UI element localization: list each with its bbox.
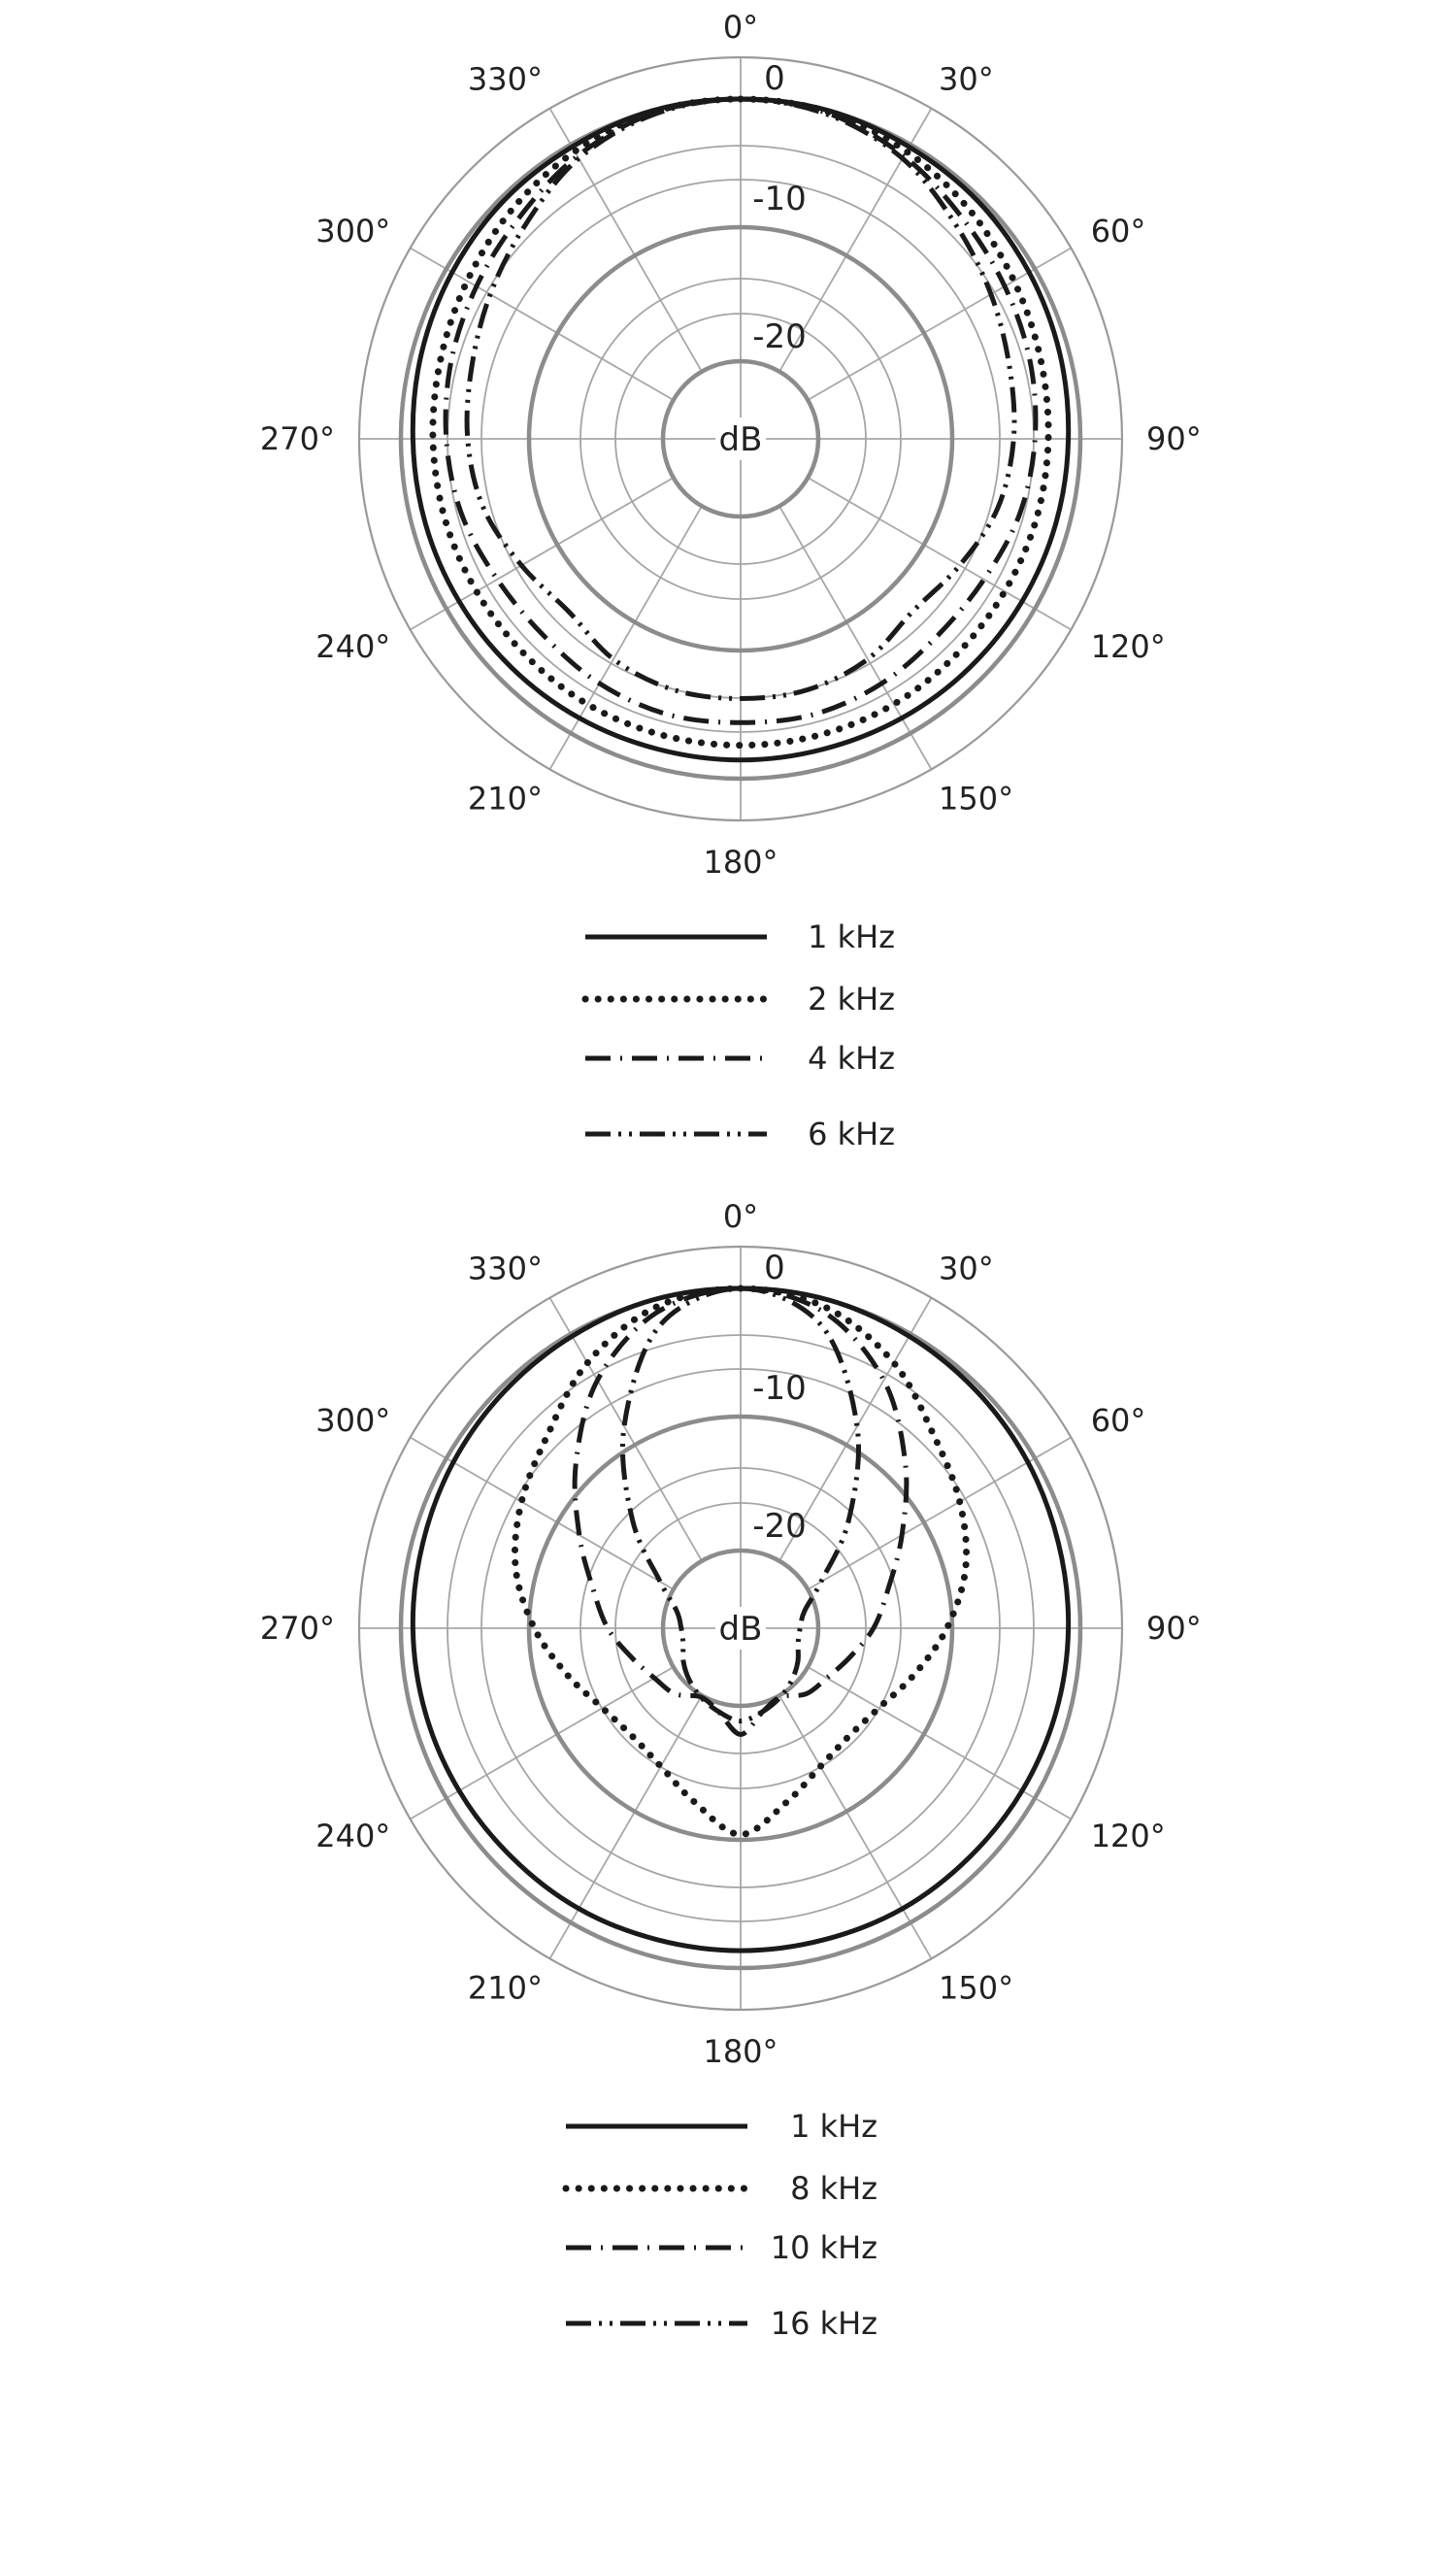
bottom-legend-label-1: 8 kHz	[790, 2170, 877, 2207]
bottom-grid-spoke-120	[808, 1667, 1071, 1819]
bottom-angle-label-90: 90°	[1146, 1610, 1202, 1647]
bottom-angle-label-150: 150°	[939, 1969, 1014, 2007]
top-db-label-3: dB	[718, 420, 763, 459]
bottom-angle-label-120: 120°	[1090, 1818, 1166, 1854]
bottom-angle-label-300: 300°	[315, 1402, 391, 1439]
bottom-angle-label-0: 0°	[722, 1198, 759, 1235]
bottom-db-label-2: -20	[752, 1507, 807, 1546]
top-db-label-0: 0	[764, 59, 785, 98]
bottom-grid-spoke-300	[411, 1438, 674, 1590]
polar-chart-bottom-svg	[0, 1189, 1456, 2374]
bottom-angle-label-330: 330°	[467, 1250, 543, 1287]
top-angle-label-210: 210°	[467, 780, 543, 818]
top-angle-label-150: 150°	[939, 780, 1014, 818]
bottom-angle-label-180: 180°	[703, 2033, 778, 2070]
top-db-label-1: -10	[752, 180, 807, 218]
top-angle-label-300: 300°	[315, 213, 391, 250]
bottom-grid-spoke-210	[550, 1695, 703, 1958]
bottom-db-label-3: dB	[718, 1610, 763, 1649]
top-legend-label-1: 2 kHz	[808, 981, 895, 1018]
top-grid-spoke-240	[411, 478, 674, 630]
top-angle-label-240: 240°	[315, 628, 391, 665]
top-db-label-2: -20	[752, 317, 807, 356]
polar-chart-bottom	[0, 1189, 1456, 2374]
polar-chart-top-svg	[0, 0, 1456, 1185]
top-angle-label-30: 30°	[939, 60, 994, 98]
bottom-angle-label-30: 30°	[939, 1250, 994, 1287]
polar-chart-top	[0, 0, 1456, 1185]
bottom-angle-label-60: 60°	[1090, 1402, 1146, 1439]
top-legend-label-2: 4 kHz	[808, 1040, 895, 1077]
bottom-legend-label-3: 16 kHz	[770, 2305, 877, 2342]
top-angle-label-330: 330°	[467, 60, 543, 98]
top-angle-label-180: 180°	[703, 844, 778, 881]
top-legend-label-0: 1 kHz	[808, 918, 895, 955]
bottom-grid-spoke-60	[808, 1438, 1071, 1590]
top-grid-spoke-120	[808, 478, 1071, 630]
top-angle-label-90: 90°	[1146, 420, 1202, 457]
top-angle-label-0: 0°	[722, 9, 759, 46]
top-angle-label-60: 60°	[1090, 213, 1146, 250]
bottom-angle-label-240: 240°	[315, 1818, 391, 1854]
top-grid-spoke-210	[550, 506, 703, 769]
bottom-legend-label-2: 10 kHz	[770, 2229, 877, 2266]
bottom-db-label-0: 0	[764, 1249, 785, 1287]
top-legend-label-3: 6 kHz	[808, 1116, 895, 1152]
bottom-db-label-1: -10	[752, 1369, 807, 1408]
bottom-angle-label-270: 270°	[259, 1610, 335, 1647]
bottom-grid-spoke-150	[779, 1695, 932, 1958]
bottom-legend-label-0: 1 kHz	[790, 2108, 877, 2145]
top-angle-label-270: 270°	[259, 420, 335, 457]
bottom-grid-spoke-240	[411, 1667, 674, 1819]
top-grid-spoke-150	[779, 506, 932, 769]
bottom-angle-label-210: 210°	[467, 1969, 543, 2007]
top-angle-label-120: 120°	[1090, 628, 1166, 665]
